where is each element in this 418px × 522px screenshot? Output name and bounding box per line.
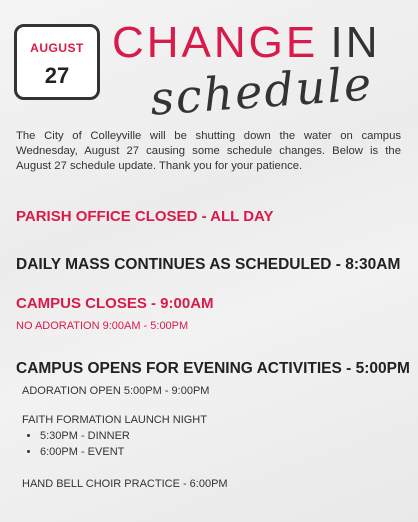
parish-office-heading: PARISH OFFICE CLOSED - ALL DAY [16,208,274,225]
faith-formation-line: FAITH FORMATION LAUNCH NIGHT [22,414,207,426]
intro-paragraph: The City of Colleyville will be shutting down the water on campus Wednesday, August 27 causing some schedule changes. Below is the August 27 schedule update. Thank you for your patience. [16,130,401,172]
list-item: • 6:00PM - EVENT [40,444,130,460]
title-change: CHANGE [112,18,319,67]
date-month: AUGUST [30,41,84,55]
adoration-open-line: ADORATION OPEN 5:00PM - 9:00PM [22,385,210,397]
campus-closes-heading: CAMPUS CLOSES - 9:00AM [16,295,214,312]
date-day: 27 [44,63,70,88]
no-adoration-note: NO ADORATION 9:00AM - 5:00PM [16,320,189,332]
hand-bell-line: HAND BELL CHOIR PRACTICE - 6:00PM [22,478,228,490]
title-in: IN [330,18,381,67]
daily-mass-heading: DAILY MASS CONTINUES AS SCHEDULED - 8:30AM [16,256,401,273]
list-item: • 5:30PM - DINNER [40,428,130,444]
campus-opens-heading: CAMPUS OPENS FOR EVENING ACTIVITIES - 5:00PM [16,360,410,377]
date-badge [14,24,100,100]
title-script: schedule [148,56,375,126]
faith-formation-list [22,428,130,460]
